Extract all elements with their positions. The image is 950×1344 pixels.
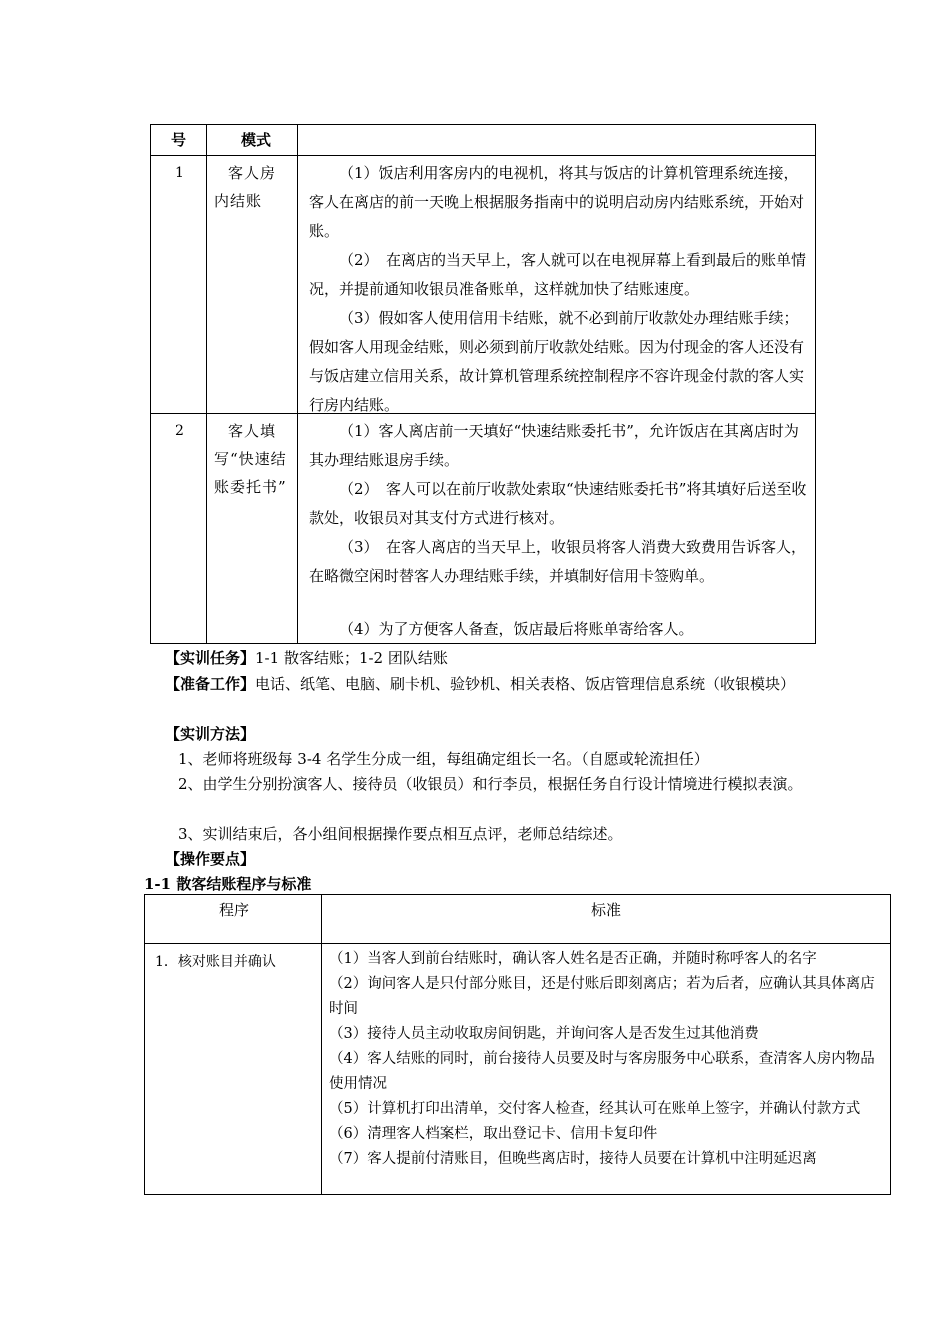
task-line: [165, 646, 805, 670]
row-paragraph: （1）饭店利用客房内的电视机，将其与饭店的计算机管理系统连接，客人在离店的前一天晚上根据服务指南中的说明启动房内结账系统，开始对账。: [309, 164, 805, 240]
standard-list: [329, 947, 885, 1172]
row-paragraph: （3） 在客人离店的当天早上，收银员将客人消费大致费用告诉客人，在略微空闲时替客人办理结账手续，并填制好信用卡签购单。: [309, 538, 807, 585]
standard-item: （6）清理客人档案栏，取出登记卡、信用卡复印件: [329, 1126, 658, 1142]
method-item: 2、由学生分别扮演客人、接待员（收银员）和行李员，根据任务自行设计情境进行模拟表演。: [178, 775, 803, 793]
row-mode: 客人填写“快速结账委托书”: [214, 422, 287, 496]
row-number: 1: [175, 165, 184, 181]
standard-item: （4）客人结账的同时，前台接待人员要及时与客房服务中心联系，查清客人房内物品使用情况: [329, 1051, 875, 1092]
points-label: 【操作要点】: [165, 850, 256, 868]
task-text: 1-1 散客结账；1-2 团队结账: [255, 649, 448, 667]
row-paragraph: （1）客人离店前一天填好“快速结账委托书”，允许饭店在其离店时为其办理结账退房手续。: [309, 422, 799, 469]
standard-item: （3）接待人员主动收取房间钥匙，并询问客人是否发生过其他消费: [329, 1026, 759, 1042]
prep-label: 【准备工作】: [165, 675, 256, 693]
procedure-step: 1．核对账目并确认: [155, 954, 276, 970]
task-label: 【实训任务】: [165, 649, 256, 667]
header-mode: 模式: [241, 131, 272, 149]
checkout-standard-table: [144, 894, 891, 1195]
checkout-mode-table: [150, 124, 816, 644]
method-item: 1、老师将班级每 3-4 名学生分成一组，每组确定组长一名。（自愿或轮流担任）: [178, 750, 709, 768]
header-standard: 标准: [591, 901, 622, 919]
header-procedure: 程序: [219, 901, 250, 919]
row-mode: 客人房内结账: [214, 164, 277, 210]
standard-item: （1）当客人到前台结账时，确认客人姓名是否正确，并随时称呼客人的名字: [329, 951, 817, 967]
table-divider: [297, 125, 298, 643]
row-paragraph: （2） 客人可以在前厅收款处索取“快速结账委托书”将其填好后送至收款处，收银员对其支付方式进行核对。: [309, 480, 807, 527]
table-divider: [151, 155, 815, 156]
table-divider: [321, 895, 322, 1194]
prep-text: 电话、纸笔、电脑、刷卡机、验钞机、相关表格、饭店管理信息系统（收银模块）: [255, 675, 796, 693]
standard-item: （7）客人提前付清账目，但晚些离店时，接待人员要在计算机中注明延迟离: [329, 1151, 817, 1167]
method-item: 3、实训结束后，各小组间根据操作要点相互点评，老师总结综述。: [178, 825, 623, 843]
prep-line: [165, 672, 815, 696]
row-paragraph: （2） 在离店的当天早上，客人就可以在电视屏幕上看到最后的账单情况，并提前通知收银员准备账单，这样就加快了结账速度。: [309, 251, 807, 298]
standard-item: （5）计算机打印出清单，交付客人检查，经其认可在账单上签字，并确认付款方式: [329, 1101, 861, 1117]
table-divider: [145, 943, 890, 944]
section-title: 1-1 散客结账程序与标准: [144, 875, 312, 893]
row-number: 2: [175, 423, 184, 439]
table-divider: [206, 125, 207, 643]
row-paragraph: （3）假如客人使用信用卡结账，就不必到前厅收款处办理结账手续；假如客人用现金结账，则必须到前厅收款处结账。因为付现金的客人还没有与饭店建立信用关系，故计算机管理系统控制程序不容许现金付款的客人实行房内结账。: [309, 309, 805, 414]
method-label: 【实训方法】: [165, 725, 256, 743]
header-number: 号: [171, 131, 187, 149]
row-paragraph: （4）为了方便客人备查，饭店最后将账单寄给客人。: [339, 620, 694, 638]
standard-item: （2）询问客人是只付部分账目，还是付账后即刻离店；若为后者，应确认其具体离店时间: [329, 976, 875, 1017]
